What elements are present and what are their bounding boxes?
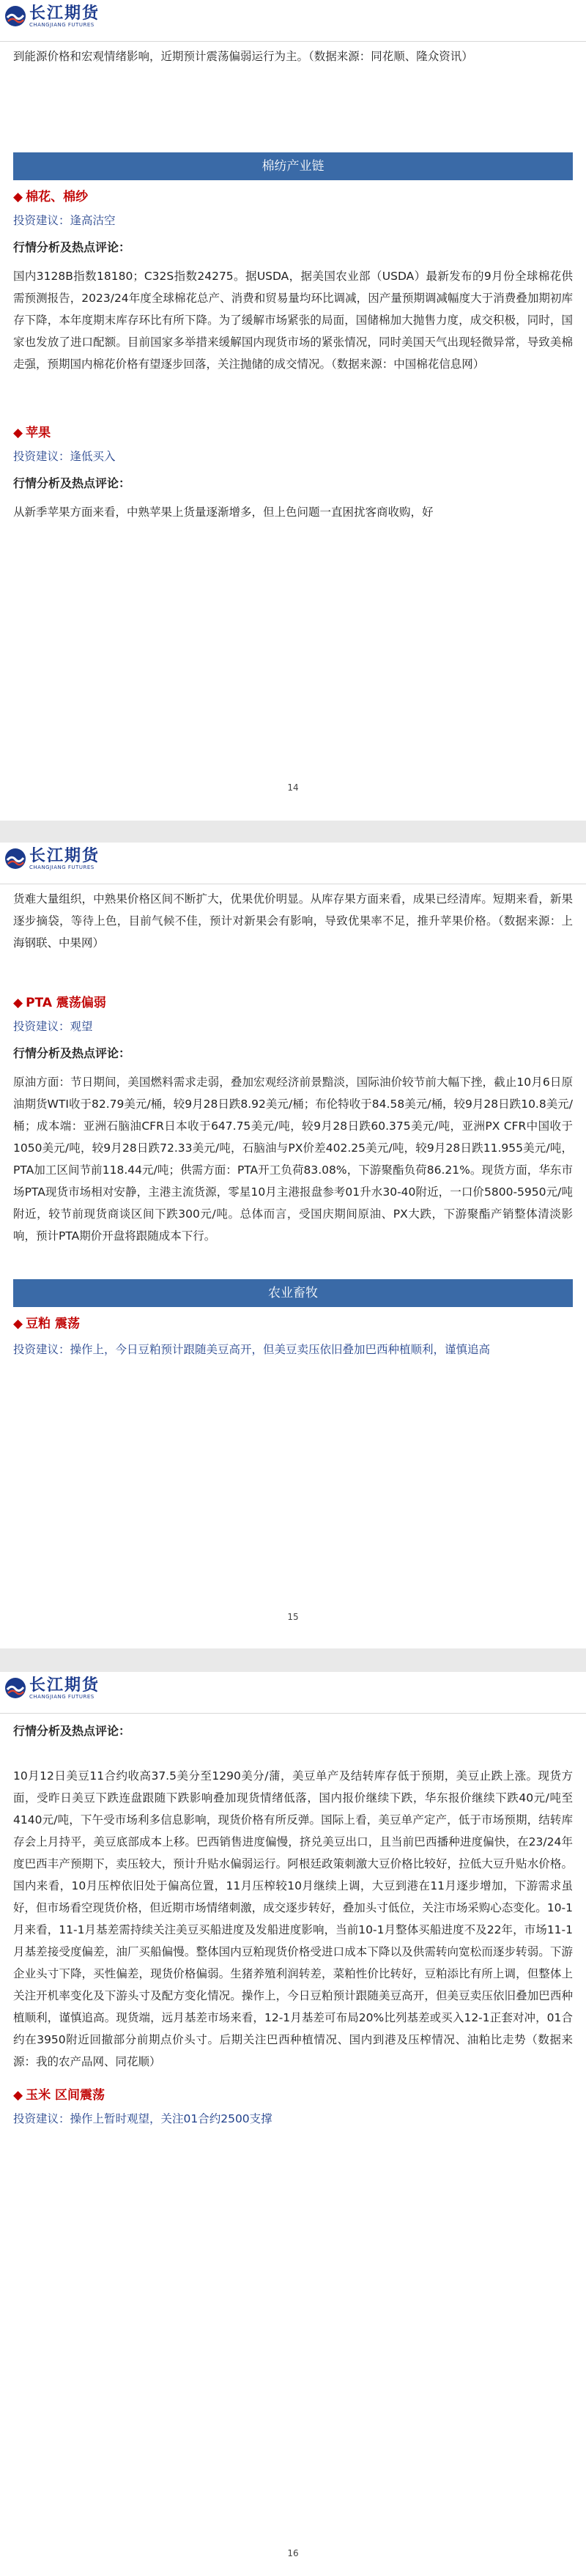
header-divider xyxy=(0,41,586,42)
apple-analysis-title: 行情分析及热点评论： xyxy=(13,476,131,490)
apple-analysis-body: 从新季苹果方面来看，中熟苹果上货量逐渐增多，但上色问题一直困扰客商收购，好 xyxy=(13,506,434,519)
cotton-heading: ◆ 棉花、棉纱 xyxy=(13,190,89,204)
pta-analysis-body: 原油方面：节日期间，美国燃料需求走弱，叠加宏观经济前景黯淡，国际油价较节前大幅下挫，截止10月6日原油期货WTI收于82.79美元/桶，较9月28日跌8.92美元/桶；布伦特收于84.58美元/桶，较9月28日跌10.8美元/桶；成本端：亚洲石脑油CFR日本收于647.75美元/吨，较9月28日跌60.375美元/吨，亚洲PX CFR中国收于1050美元/吨，较9月28日跌72.33美元/吨，石脑油与PX价差402.25美元/吨，较9月28日跌11.955美元/吨，PTA加工区间节前118.44元/吨；供需方面：PTA开工负荷83.08%，下游聚酯负荷86.21%。现货方面，华东市场PTA现货市场相对安静，主港主流货源，零星10月主港报盘参考01升水30-40附近，一口价5800-5950元/吨附近，较节前现货商谈区间下跌300元/吨。总体而言，受国庆期间原油、PX大跌，下游聚酯产销整体清淡影响，预计PTA期价开盘将跟随成本下行。 xyxy=(13,1076,573,1243)
page-15-body xyxy=(13,888,573,1371)
header-divider xyxy=(0,1713,586,1714)
brand-logo xyxy=(4,4,100,28)
pta-analysis-title: 行情分析及热点评论： xyxy=(13,1046,131,1060)
page-gap xyxy=(0,821,586,843)
page-number: 14 xyxy=(287,782,299,793)
energy-tail-text: 到能源价格和宏观情绪影响，近期预计震荡偏弱运行为主。（数据来源：同花顺、隆众资讯） xyxy=(13,50,473,63)
diamond-icon: ◆ xyxy=(13,2088,23,2103)
page-number: 15 xyxy=(287,1612,299,1622)
cotton-analysis-title: 行情分析及热点评论： xyxy=(13,240,131,254)
wave-logo-icon xyxy=(4,1677,26,1699)
page-gap xyxy=(0,1648,586,1672)
diamond-icon: ◆ xyxy=(13,996,23,1010)
brand-name-en: CHANGJIANG FUTURES xyxy=(29,865,94,870)
pta-heading: ◆ PTA 震荡偏弱 xyxy=(13,996,106,1010)
soymeal-advice: 投资建议：操作上，今日豆粕预计跟随美豆高开，但美豆卖压依旧叠加巴西种植顺利，谨慎追高 xyxy=(13,1343,491,1356)
brand-name-cn: 长江期货 xyxy=(29,1676,100,1695)
wave-logo-icon xyxy=(4,848,26,870)
page-16 xyxy=(0,1672,586,2576)
soymeal-analysis-body: 10月12日美豆11合约收高37.5美分至1290美分/蒲，美豆单产及结转库存低于预期，美豆止跌上涨。现货方面，受昨日美豆下跌连盘跟随下跌影响叠加现货情绪低落，国内报价继续下跌，华东报价继续下跌40元/吨至4140元/吨，下午受市场利多信息影响，现货价格有所反弹。国际上看，美豆单产定产，低于市场预期，结转库存会上月持平，美豆底部成本上移。巴西销售进度偏慢，挤兑美豆出口，且当前巴西播种进度偏快，在23/24年度巴西丰产预期下，卖压较大，预计升贴水偏弱运行。阿根廷政策刺激大豆价格比较好，拉低大豆升贴水价格。国内来看，10月压榨依旧处于偏高位置，11月压榨较10月继续上调，大豆到港在11月逐步增加，下游需求虽好，但市场看空现货价格，但近期市场情绪刺激，成交逐步转好，叠加头寸低位，关注市场采购心态变化。10-1月来看，11-1月基差需持续关注美豆买船进度及发船进度影响，当前10-1月整体买船进度不及22年，市场11-1月基差接受度偏差，油厂买船偏慢。整体国内豆粕现货价格受进口成本下降以及供需转向宽松而逐步转弱。下游企业头寸下降，买性偏差，现货价格偏弱。生猪养殖利润转差，菜粕性价比转好，豆粕添比有所上调，但整体上关注开机率变化及下游头寸及配方变化情况。操作上，今日豆粕预计跟随美豆高开，但美豆卖压依旧叠加巴西种植顺利，谨慎追高。现货端，远月基差市场来看，12-1月基差可布局20%比列基差或买入12-1正套对冲，01合约在3950附近回撤部分前期点价头寸。后期关注巴西种植情况、国内到港及压榨情况、油粕比走势（数据来源：我的农产品网、同花顺） xyxy=(13,1769,573,2068)
brand-logo xyxy=(4,847,100,870)
page-14 xyxy=(0,0,586,821)
corn-advice: 投资建议：操作上暂时观望，关注01合约2500支撑 xyxy=(13,2112,272,2125)
section-bar-agriculture: 农业畜牧 xyxy=(13,1279,573,1307)
corn-heading: ◆ 玉米 区间震荡 xyxy=(13,2088,105,2103)
cotton-analysis-body: 国内3128B指数18180；C32S指数24275。据USDA，据美国农业部（USDA）最新发布的9月份全球棉花供需预测报告，2023/24年度全球棉花总产、消费和贸易量均环比调减，因产量预期调减幅度大于消费叠加期初库存下降，本年度期末库存环比有所下降。为了缓解市场紧张的局面，国储棉加大抛售力度，成交积极，同时，国家也发放了进口配额。目前国家多举措来缓解国内现货市场的紧张情况，同时美国天气出现轻微异常，导致美棉走强，预期国内棉花价格有望逐步回落，关注抛储的成交情况。（数据来源：中国棉花信息网） xyxy=(13,270,573,371)
page-number: 16 xyxy=(287,2548,299,2558)
pta-advice: 投资建议：观望 xyxy=(13,1020,93,1033)
brand-name-cn: 长江期货 xyxy=(29,4,100,23)
diamond-icon: ◆ xyxy=(13,190,23,204)
diamond-icon: ◆ xyxy=(13,426,23,440)
apple-continued-text: 货难大量组织，中熟果价格区间不断扩大，优果优价明显。从库存果方面来看，成果已经清库。短期来看，新果逐步摘袋，等待上色，目前气候不佳，预计对新果会有影响，导致优果率不足，推升苹果价格。（数据来源：上海钢联、中果网） xyxy=(13,892,573,950)
page-16-body xyxy=(13,1717,573,2136)
brand-name-en: CHANGJIANG FUTURES xyxy=(29,22,94,28)
apple-heading: ◆ 苹果 xyxy=(13,426,51,440)
section-bar-textile: 棉纺产业链 xyxy=(13,152,573,180)
brand-name-cn: 长江期货 xyxy=(29,846,100,865)
soymeal-analysis-title: 行情分析及热点评论： xyxy=(13,1724,131,1738)
brand-name-en: CHANGJIANG FUTURES xyxy=(29,1694,94,1700)
soymeal-heading: ◆ 豆粕 震荡 xyxy=(13,1317,80,1331)
apple-advice: 投资建议：逢低买入 xyxy=(13,450,116,463)
wave-logo-icon xyxy=(4,5,26,27)
cotton-advice: 投资建议：逢高沽空 xyxy=(13,214,116,227)
diamond-icon: ◆ xyxy=(13,1317,23,1331)
page-15 xyxy=(0,843,586,1648)
brand-logo xyxy=(4,1676,100,1700)
page-14-body xyxy=(13,45,573,523)
